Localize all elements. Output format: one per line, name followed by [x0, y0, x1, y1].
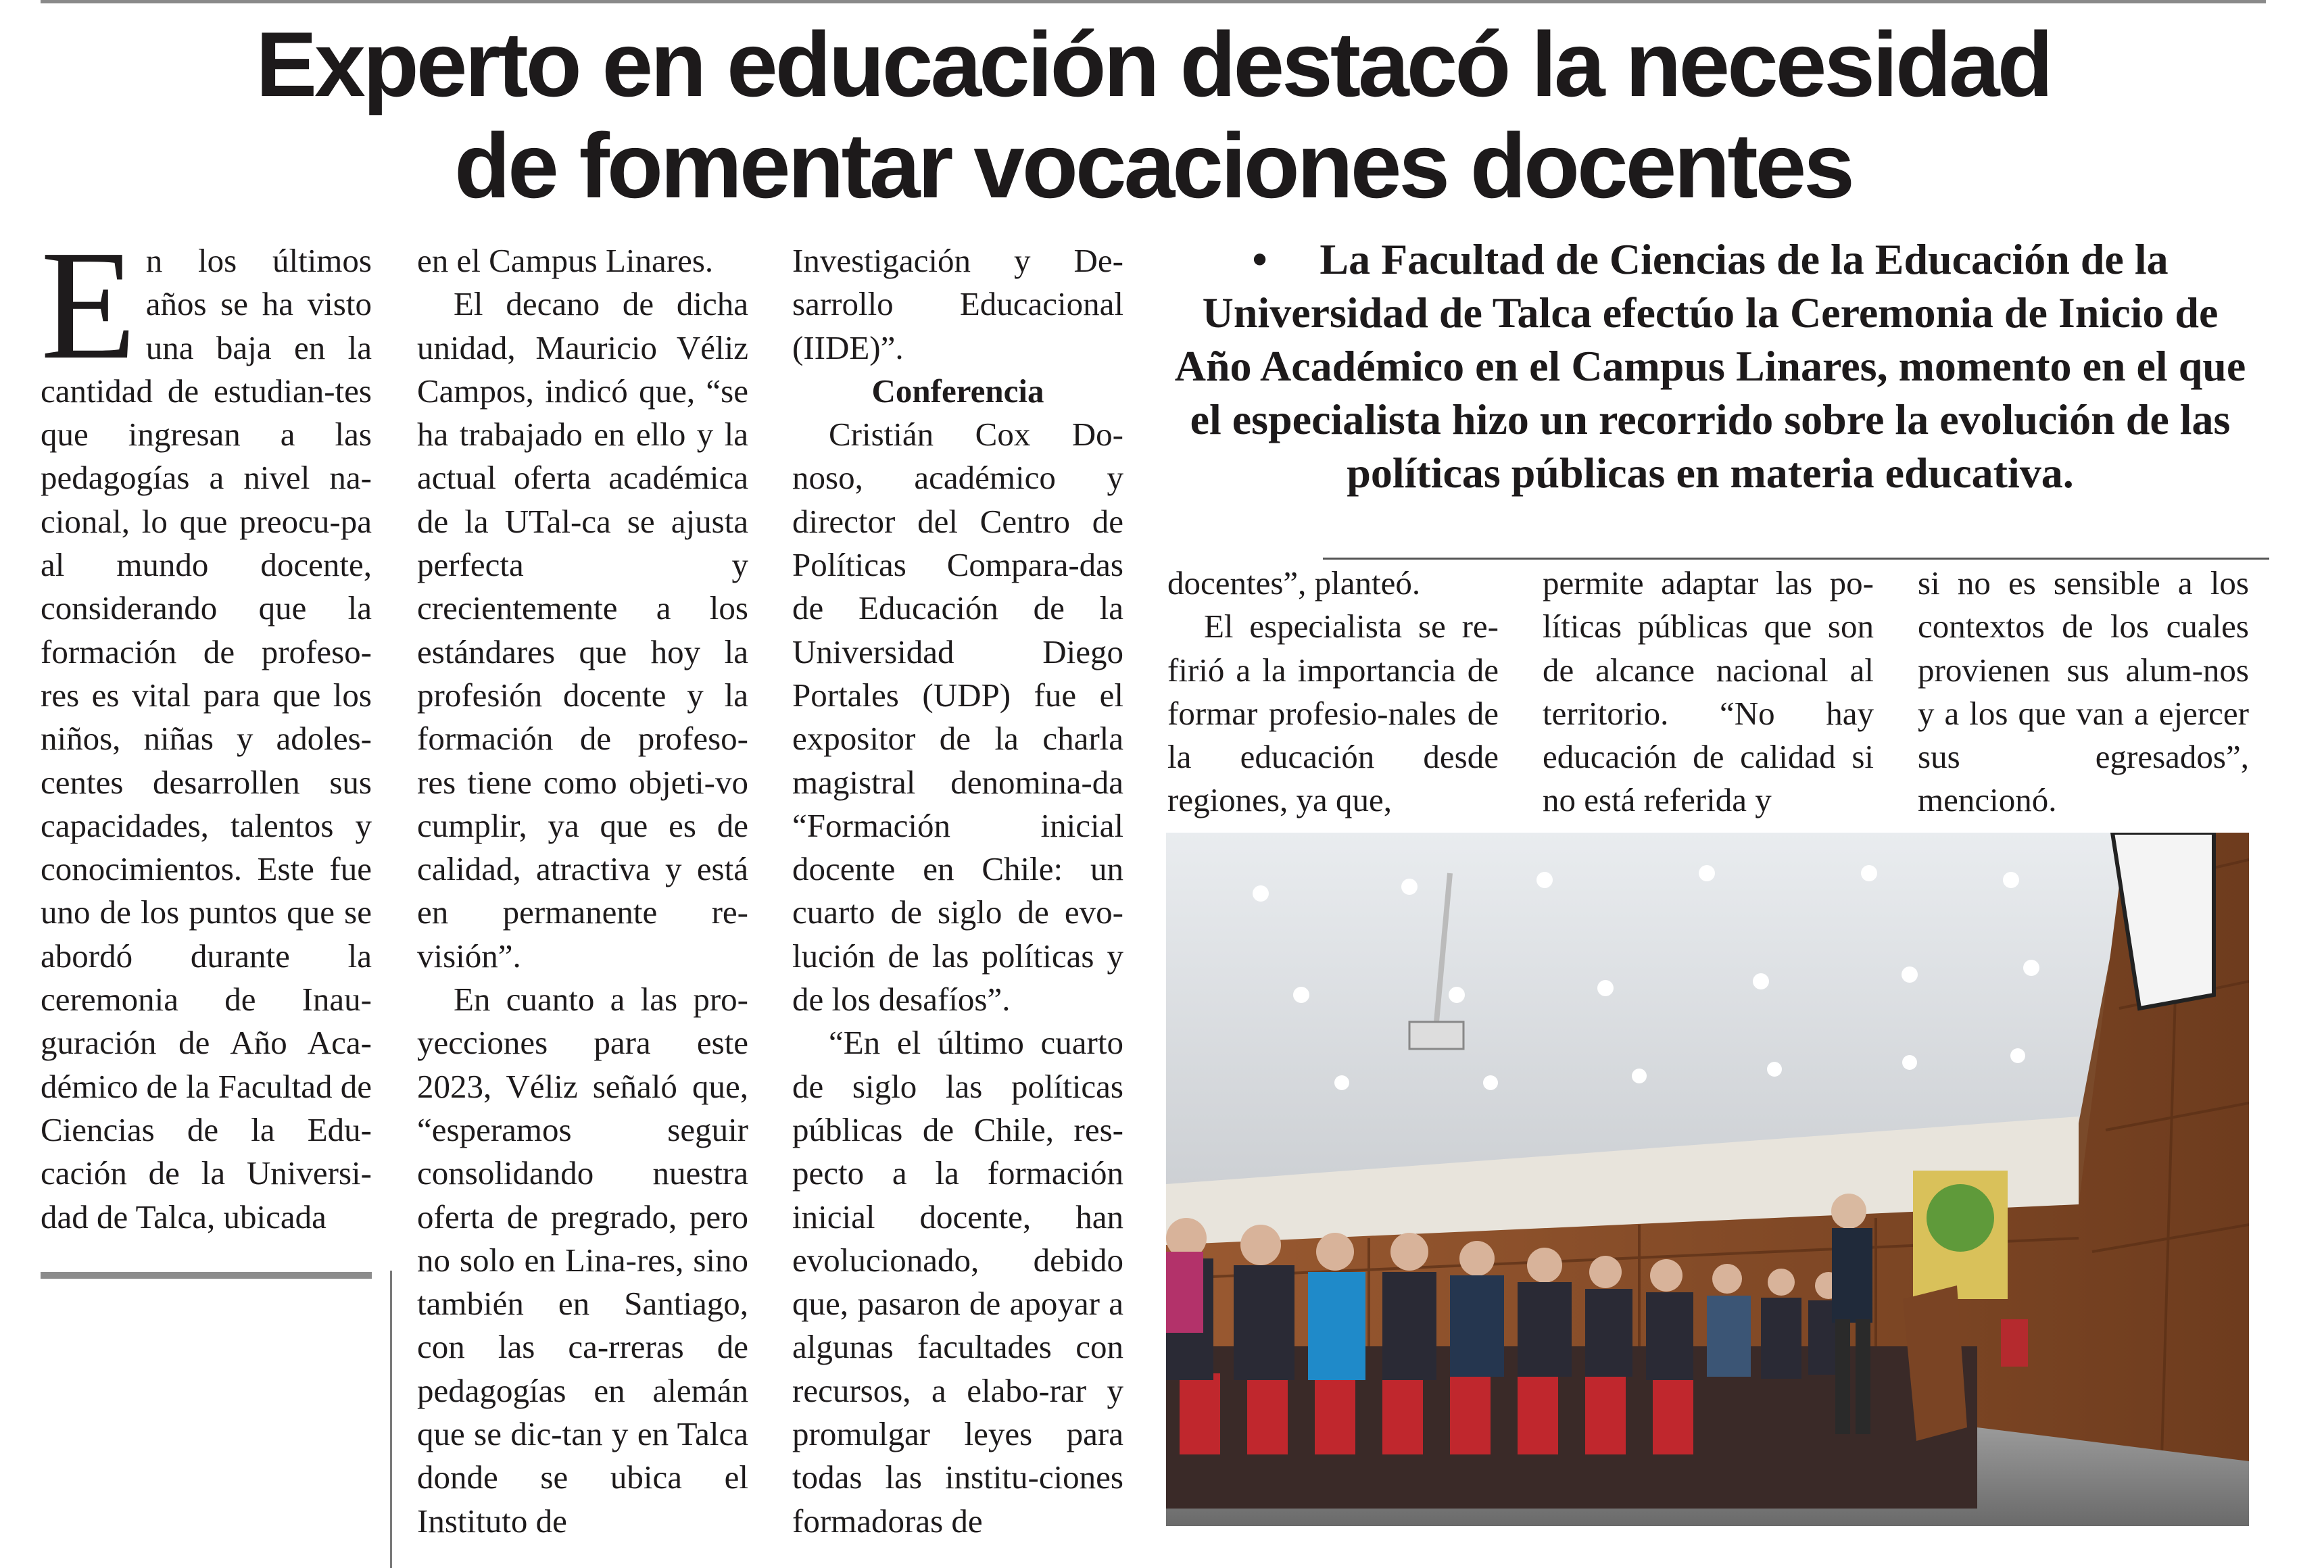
column-3 [792, 239, 1123, 1543]
summary-rule [1323, 558, 2269, 560]
col2-paragraph-1: en el Campus Linares. [417, 242, 714, 279]
column-divider [390, 1271, 392, 1568]
auditorium-illustration [1166, 833, 2249, 1526]
column-4 [1167, 562, 1499, 823]
col4-paragraph-2: El especialista se re-firió a la importancia de formar profesio-nales de la educación desde regiones, ya que, [1167, 608, 1499, 819]
summary-text: La Facultad de Ciencias de la Educación de la Universidad de Talca efectúo la Ceremonia de Inicio de Año Académico en el Campus Linares, momento en el que el especialista hizo un recorrido sobre la evolución de las políticas públicas en materia educativa. [1174, 235, 2246, 497]
col3-paragraph-3: “En el último cuarto de siglo las políticas públicas de Chile, res-pecto a la formación inicial docente, han evolucionado, debido que, pasaron de apoyar a algunas facultades con recursos, a elabo-rar y promulgar leyes para todas las institu-ciones formadoras de [792, 1024, 1123, 1540]
headline-line-2: de fomentar vocaciones docentes [454, 114, 1852, 217]
column-1-end-rule [41, 1272, 372, 1279]
col2-paragraph-3: En cuanto a las pro-yecciones para este 2023, Véliz señaló que, “esperamos seguir consolidando nuestra oferta de pregrado, pero no solo en Lina-res, sino también en Santiago, con las ca-rreras de pedagogías en alemán que se dic-tan y en Talca donde se ubica el Instituto de [417, 981, 748, 1540]
column-1 [41, 218, 372, 1239]
column-2 [417, 239, 748, 1543]
col6-paragraph-1: si no es sensible a los contextos de los cuales provienen sus alum-nos y a los que van a ejercer sus egresados”, mencionó. [1918, 564, 2249, 819]
col2-paragraph-2: El decano de dicha unidad, Mauricio Véliz Campos, indicó que, “se ha trabajado en ello y la actual oferta académica de la UTal-ca se ajusta perfecta y crecientemente a los estándares que hoy la profesión docente y la formación de profeso-res tiene como objeti-vo cumplir, ya que es de calidad, atractiva y está en permanente re-visión”. [417, 285, 748, 975]
headline-line-1: Experto en educación destacó la necesidad [256, 13, 2051, 116]
top-rule [41, 0, 2266, 3]
col3-paragraph-2: Cristián Cox Do-noso, académico y director del Centro de Políticas Compara-das de Educación de la Universidad Diego Portales (UDP) fue el expositor de la charla magistral denomina-da “Formación inicial docente en Chile: un cuarto de siglo de evo-lución de las políticas y de los desafíos”. [792, 416, 1123, 1019]
col1-text: n los últimos años se ha visto una baja en la cantidad de estudian-tes que ingresan a las pedagogías a nivel na-cional, lo que preocu-pa al mundo docente, considerando que la formación de profeso-res es vital para que los niños, niñas y adoles-centes desarrollen sus capacidades, talentos y conocimientos. Este fue uno de los puntos que se abordó durante la ceremonia de Inau-guración de Año Aca-démico de la Facultad de Ciencias de la Edu-cación de la Universi-dad de Talca, ubicada [41, 242, 372, 1235]
drop-cap: E [41, 218, 137, 392]
bullet-icon: • [1252, 235, 1267, 283]
headline [41, 14, 2266, 216]
subhead-conferencia: Conferencia [871, 372, 1044, 410]
painting-tree [1927, 1184, 1994, 1252]
red-chair [2001, 1319, 2028, 1367]
projector [1409, 1022, 1463, 1049]
col3-paragraph-1: Investigación y De-sarrollo Educacional (IIDE)”. [792, 242, 1123, 366]
auditorium-photo [1166, 833, 2249, 1526]
summary-deck [1169, 232, 2251, 499]
col4-paragraph-1: docentes”, planteó. [1167, 564, 1421, 602]
col1-paragraph [41, 218, 372, 1239]
col5-paragraph-1: permite adaptar las po-líticas públicas que son de alcance nacional al territorio. “No hay educación de calidad si no está referida y [1543, 564, 1874, 819]
column-5 [1543, 562, 1874, 823]
column-6 [1918, 562, 2249, 823]
